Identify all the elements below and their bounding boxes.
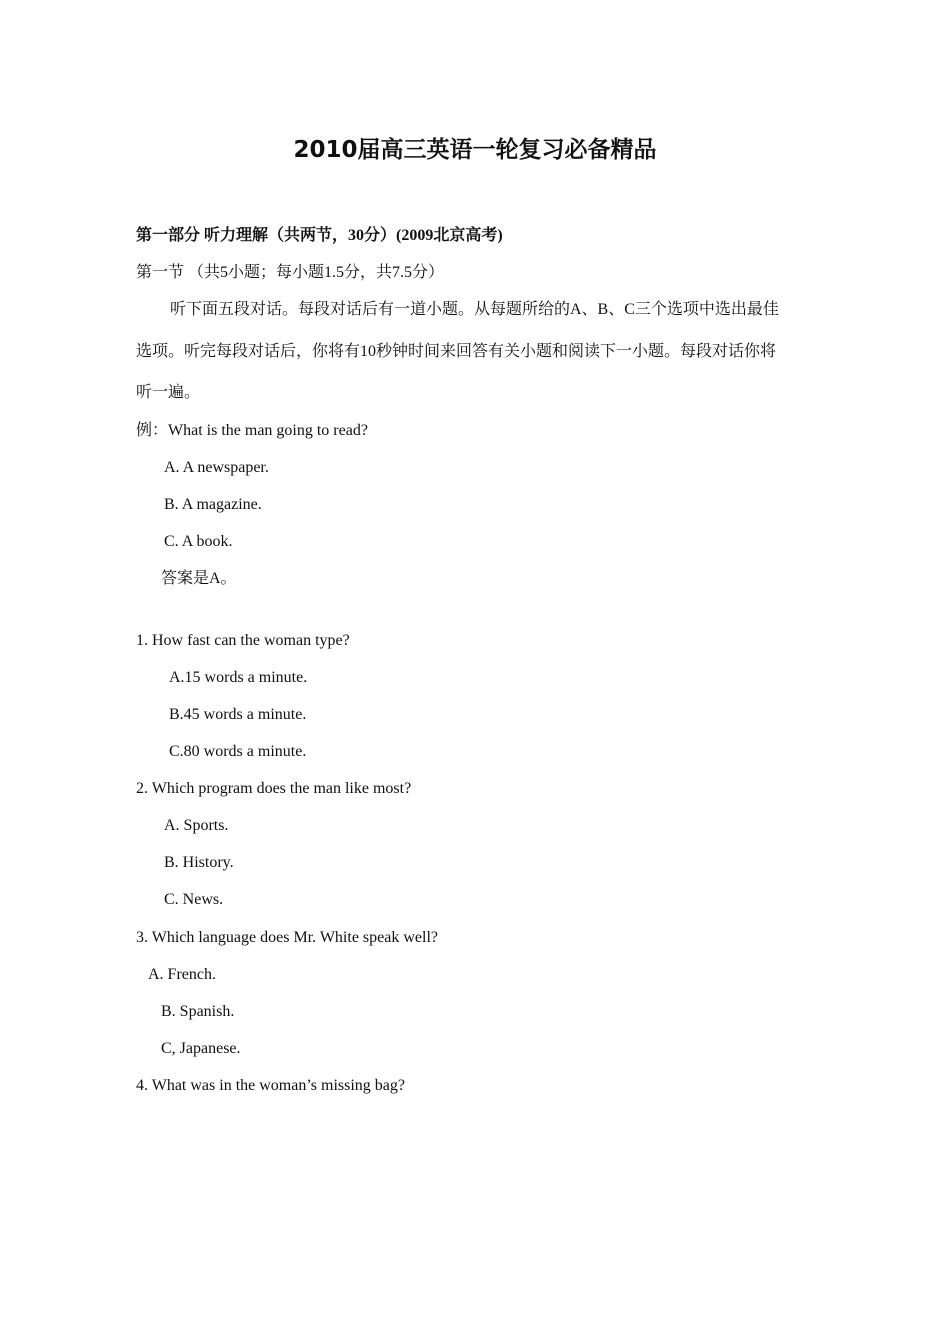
example-option-a: A. A newspaper. [164,459,269,476]
question-3-option-c: C, Japanese. [161,1040,241,1057]
document-title: 2010届高三英语一轮复习必备精品 [293,137,657,163]
question-2: 2. Which program does the man like most? [136,780,412,797]
question-3-option-b: B. Spanish. [161,1003,235,1020]
question-1-option-c: C.80 words a minute. [169,743,307,760]
question-1-option-b: B.45 words a minute. [169,706,307,723]
question-2-option-b: B. History. [164,854,234,871]
question-1-option-a: A.15 words a minute. [169,669,308,686]
question-4: 4. What was in the woman’s missing bag? [136,1077,405,1094]
example-option-c: C. A book. [164,533,233,550]
instructions-line-2: 选项。听完每段对话后，你将有10秒钟时间来回答有关小题和阅读下一小题。每段对话你将 [136,343,777,360]
section-heading: 第一节 （共5小题；每小题1.5分，共7.5分） [136,264,445,281]
part-heading: 第一部分 听力理解（共两节，30分）(2009北京高考) [136,227,503,244]
instructions-line-3: 听一遍。 [136,384,201,401]
question-2-option-c: C. News. [164,891,224,908]
instructions-line-1: 听下面五段对话。每段对话后有一道小题。从每题所给的A、B、C三个选项中选出最佳 [170,301,779,318]
example-question: 例：What is the man going to read? [136,422,368,439]
example-option-b: B. A magazine. [164,496,262,513]
question-1: 1. How fast can the woman type? [136,632,350,649]
question-3-option-a: A. French. [148,966,216,983]
example-answer: 答案是A。 [161,570,237,587]
question-2-option-a: A. Sports. [164,817,229,834]
question-3: 3. Which language does Mr. White speak well? [136,929,438,946]
